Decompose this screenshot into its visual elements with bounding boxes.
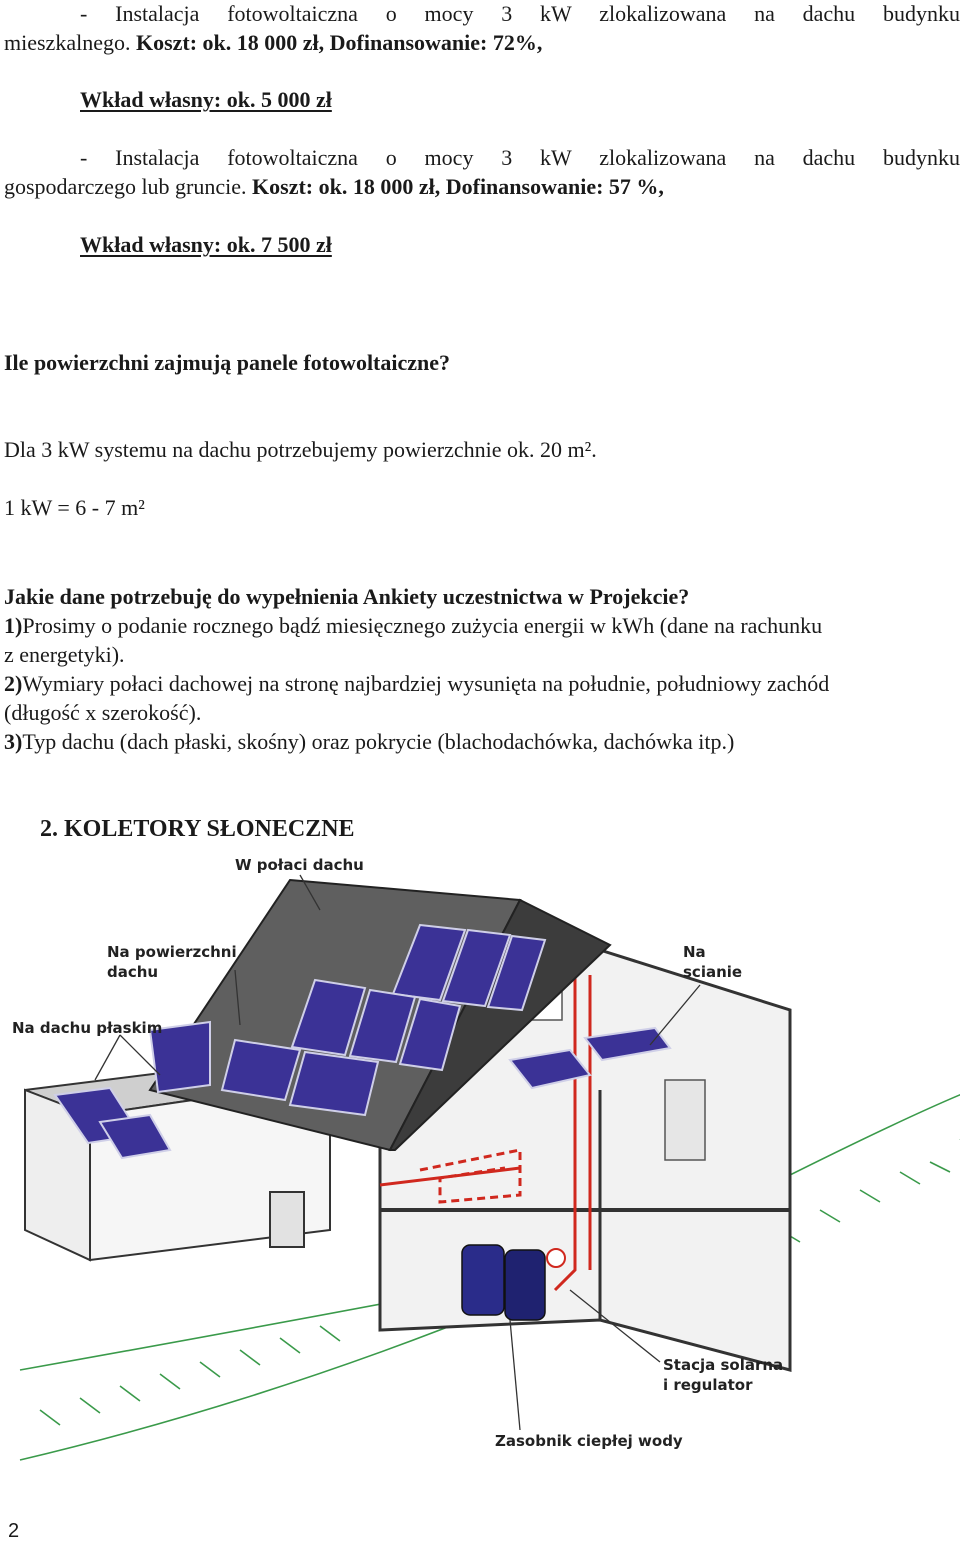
survey-item-3 [4, 728, 734, 756]
survey-item-2-number: 2) [4, 671, 23, 696]
solar-collectors-diagram [0, 850, 960, 1470]
label-solar-station-2: i regulator [663, 1376, 753, 1394]
label-solar-station-1: Stacja solarna [663, 1356, 784, 1374]
pv-option-1-line2 [4, 29, 542, 57]
survey-item-3-text: Typ dachu (dach płaski, skośny) oraz pokrycie (blachodachówka, dachówka itp.) [22, 729, 735, 754]
area-heading: Ile powierzchni zajmują panele fotowoltaiczne? [4, 350, 451, 375]
pv-option-1-own-contribution: Wkład własny: ok. 5 000 zł [80, 87, 332, 112]
survey-item-3-number: 3) [4, 729, 23, 754]
page-number: 2 [8, 1520, 20, 1542]
shower-cabin [665, 1080, 705, 1160]
survey-item-1-cont: z energetyki). [4, 642, 125, 667]
pv-option-2-location: gospodarczego lub gruncie. [4, 174, 253, 199]
label-roof-slope: W połaci dachu [235, 856, 364, 874]
survey-item-2-cont: (długość x szerokość). [4, 700, 202, 725]
area-text-2: 1 kW = 6 - 7 m² [4, 495, 145, 520]
pv-option-2-cost: Koszt: ok. 18 000 zł, Dofinansowanie: 57 %, [252, 174, 664, 199]
storage-tank-1 [462, 1245, 504, 1315]
survey-heading: Jakie dane potrzebuję do wypełnienia Ankiety uczestnictwa w Projekcie? [4, 584, 690, 609]
area-text-1: Dla 3 kW systemu na dachu potrzebujemy powierzchnie ok. 20 m². [4, 437, 597, 462]
label-wall-2: scianie [683, 963, 743, 981]
label-flat-roof: Na dachu płaskim [12, 1019, 163, 1037]
pv-option-1-cost: Koszt: ok. 18 000 zł, Dofinansowanie: 72%, [135, 30, 543, 55]
label-roof-surface-2: dachu [107, 963, 159, 981]
pv-option-2-line2 [4, 173, 664, 201]
section-2-title: 2. KOLETORY SŁONECZNE [40, 816, 355, 842]
solar-panel [290, 1052, 378, 1115]
pv-option-1-line1: - Instalacja fotowoltaiczna o mocy 3 kW zlokalizowana na dachu budynku [80, 1, 960, 26]
survey-item-2 [4, 670, 829, 698]
solar-panel [222, 1040, 300, 1100]
survey-item-2-text: Wymiary połaci dachowej na stronę najbardziej wysunięta na południe, południowy zachód [22, 671, 830, 696]
survey-item-1 [4, 612, 822, 640]
pv-option-2-line1: - Instalacja fotowoltaiczna o mocy 3 kW zlokalizowana na dachu budynku [80, 145, 960, 170]
survey-item-1-number: 1) [4, 613, 23, 638]
pv-option-2-own-contribution: Wkład własny: ok. 7 500 zł [80, 232, 332, 257]
survey-item-1-text: Prosimy o podanie rocznego bądź miesięcznego zużycia energii w kWh (dane na rachunku [22, 613, 823, 638]
storage-tank-2 [505, 1250, 545, 1320]
annex-door [270, 1192, 304, 1247]
label-roof-surface-1: Na powierzchni [107, 943, 237, 961]
solar-station-gauge [547, 1249, 565, 1267]
pv-option-1-location: mieszkalnego. [4, 30, 136, 55]
label-wall-1: Na [683, 943, 706, 961]
label-hot-water-tank: Zasobnik ciepłej wody [495, 1432, 683, 1450]
